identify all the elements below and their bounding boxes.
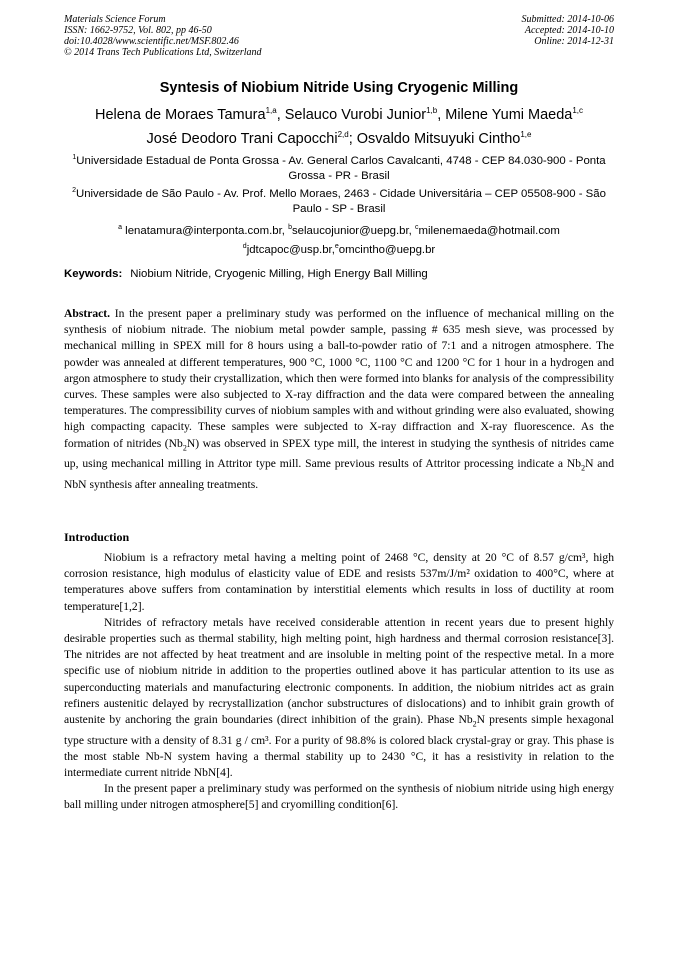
email-link[interactable]: jdtcapoc@usp.br, xyxy=(246,243,335,256)
affiliation-2 xyxy=(64,183,614,217)
affiliation-1 xyxy=(64,150,614,184)
abstract-text: N) was observed in SPEX type mill, the interest in studying the synthesis of nitrides came up, using mechanical milling in Attritor type mill. Same previous results of Attritor processing indicate a Nb xyxy=(64,436,614,471)
email-mark: c xyxy=(415,224,419,231)
subscript: 2 xyxy=(581,463,586,473)
affiliation-mark: 2 xyxy=(72,187,76,194)
email-mark: d xyxy=(242,242,247,250)
paragraph-text: N presents simple hexagonal type structure with a density of 8.31 g / cm³. For a purity of 98.8% is colored black crystal-gray or gray. This phase is the most stable Nb-N system having a thermal stability up to 2430 °C, it has a resistivity in relation to the intermediate current nitride NbN[4]. xyxy=(64,713,614,779)
email-link[interactable]: omcintho@uepg.br xyxy=(338,243,436,256)
subscript: 2 xyxy=(182,442,187,452)
author-affiliation-mark: 1,a xyxy=(265,106,277,115)
subscript: 2 xyxy=(472,719,477,729)
journal-name: Materials Science Forum xyxy=(64,14,166,25)
author-emails xyxy=(64,220,614,258)
email-mark: a xyxy=(118,224,123,231)
submitted-date: Submitted: 2014-10-06 xyxy=(521,14,614,25)
issn: ISSN: 1662-9752, Vol. 802, pp 46-50 xyxy=(64,25,212,36)
online-date: Online: 2014-12-31 xyxy=(534,36,614,47)
author-affiliation-mark: 1,b xyxy=(426,106,438,115)
affiliation-mark: 1 xyxy=(72,154,77,161)
affiliation-text: Universidade de São Paulo - Av. Prof. Mello Moraes, 2463 - Cidade Universitária – CEP 05508-900 - São Paulo - SP - Brasil xyxy=(75,187,606,215)
journal-info xyxy=(64,14,262,58)
paragraph: In the present paper a preliminary study was performed on the synthesis of niobium nitride using high energy ball milling under nitrogen atmosphere[5] and cryomilling condition[6]. xyxy=(64,782,614,812)
copyright: © 2014 Trans Tech Publications Ltd, Switzerland xyxy=(64,47,262,58)
author-name: José Deodoro Trani Capocchi xyxy=(146,130,338,147)
abstract-text: N and NbN synthesis after annealing treatments. xyxy=(64,457,614,491)
dates-info xyxy=(522,14,615,47)
email-link[interactable]: lenatamura@interponta.com.br, xyxy=(122,224,289,237)
abstract-label: Abstract. xyxy=(64,307,111,320)
author-name: Helena de Moraes Tamura xyxy=(94,106,266,123)
doi: doi:10.4028/www.scientific.net/MSF.802.46 xyxy=(64,36,239,47)
abstract xyxy=(64,306,614,493)
author-name: ; Osvaldo Mitsuyuki Cintho xyxy=(348,130,521,147)
email-mark: e xyxy=(334,242,339,250)
author-list xyxy=(40,101,638,149)
author-affiliation-mark: 1,e xyxy=(520,129,532,139)
author-affiliation-mark: 2,d xyxy=(337,129,349,139)
author-name: , Milene Yumi Maeda xyxy=(437,106,573,123)
abstract-text: In the present paper a preliminary study was performed on the influence of mechanical milling on the synthesis of niobium nitrade. The niobium metal powder sample, passing # 635 mesh sieve, was processed by mechanical milling in SPEX mill for 8 hours using a ball-to-powder ratio of 7:1 and a nitrogen atmosphere. The powder was annealed at different temperatures, 900 °C, 1000 °C, 1100 °C and 1200 °C for 1 hour in a hydrogen and argon atmosphere to study their crystallization, which then were formed into blanks for analysis of the compressibility curves. These samples were also subjected to X-ray diffraction and the data were compared between the annealing temperatures. The compressibility curves of niobium samples with and without grinding were also evaluated, showing high compacting capacity. These samples were subjected to X-ray diffraction and X-ray fluorescence. As the formation of nitrides (Nb xyxy=(64,307,614,450)
paper-title: Syntesis of Niobium Nitride Using Cryogenic Milling xyxy=(159,80,519,96)
keywords-label: Keywords: xyxy=(64,268,123,280)
email-link[interactable]: selaucojunior@uepg.br, xyxy=(291,224,416,237)
keywords-line xyxy=(64,268,614,280)
author-name: , Selauco Vurobi Junior xyxy=(276,106,427,123)
paragraph-text: Nitrides of refractory metals have received considerable attention in recent years due to present highly desirable properties such as thermal stability, high melting point, high hardness and thermal corrosion resistance[3]. The nitrides are not affected by heat treatment and are insoluble in melting point of the respective metal. In a more specific use of niobium nitride in addition to the properties outlined above it has particular attention to its use as superconducting materials and manufacturing electronic components. In addition, the niobium nitrides act as grain refiners austenitic delayed by recrystallization (anchor substructures of dislocations) and to inhibit grain growth of austenite by anchoring the grain boundaries (direct inhibition of the grain). Phase Nb xyxy=(64,615,614,727)
keywords-text: Niobium Nitride, Cryogenic Milling, High Energy Ball Milling xyxy=(130,268,428,280)
affiliation-text: Universidade Estadual de Ponta Grossa - Av. General Carlos Cavalcanti, 4748 - CEP 84.030-900 - Ponta Grossa - PR - Brasil xyxy=(76,154,606,182)
paragraph xyxy=(64,615,614,781)
email-link[interactable]: milenemaeda@hotmail.com xyxy=(418,224,560,237)
email-mark: b xyxy=(288,224,292,231)
author-affiliation-mark: 1,c xyxy=(572,106,584,115)
introduction-body xyxy=(64,550,614,814)
paragraph: Niobium is a refractory metal having a melting point of 2468 °C, density at 20 °C of 8.57 g/cm³, high corrosion resistance, high modulus of elasticity value of EDE and resists 537m/J/m² oxidation to 400°C, where at temperatures above suffers from contamination by interstitial elements which results in loss of ductility at room temperature[1,2]. xyxy=(64,551,614,613)
accepted-date: Accepted: 2014-10-10 xyxy=(524,25,614,36)
section-heading-introduction: Introduction xyxy=(64,530,130,544)
